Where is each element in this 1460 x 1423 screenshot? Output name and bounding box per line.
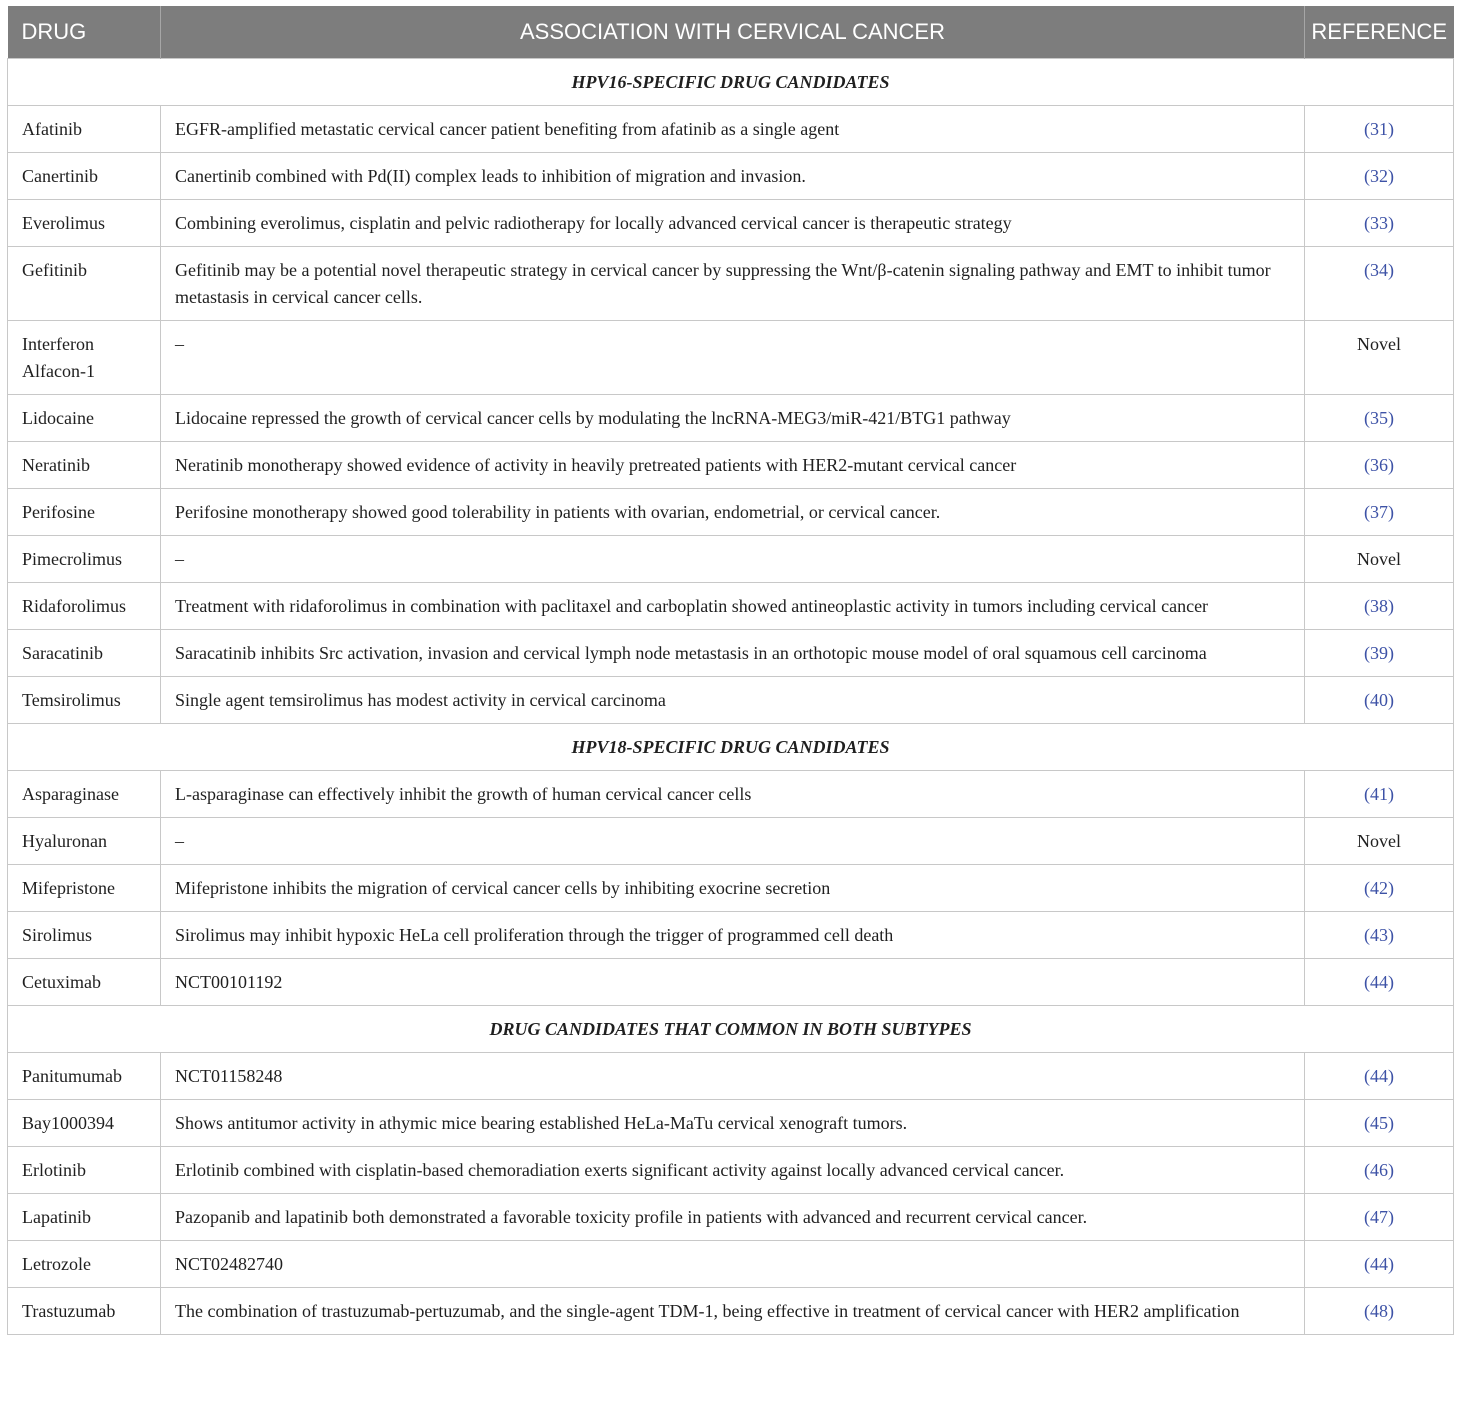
section-title: HPV18-SPECIFIC DRUG CANDIDATES [8, 724, 1454, 771]
table-row [8, 677, 1454, 724]
drug-name: Perifosine [8, 489, 161, 536]
association-text: Treatment with ridaforolimus in combination with paclitaxel and carboplatin showed antineoplastic activity in tumors including cervical cancer [161, 583, 1305, 630]
drug-name: Pimecrolimus [8, 536, 161, 583]
table-row [8, 395, 1454, 442]
reference-cell [1305, 395, 1454, 442]
association-text: NCT02482740 [161, 1241, 1305, 1288]
reference-link[interactable]: (37) [1364, 502, 1394, 522]
reference-novel: Novel [1357, 831, 1401, 851]
association-text: Perifosine monotherapy showed good tolerability in patients with ovarian, endometrial, or cervical cancer. [161, 489, 1305, 536]
reference-link[interactable]: (45) [1364, 1113, 1394, 1133]
reference-cell [1305, 200, 1454, 247]
association-text: EGFR-amplified metastatic cervical cancer patient benefiting from afatinib as a single agent [161, 106, 1305, 153]
reference-link[interactable]: (46) [1364, 1160, 1394, 1180]
association-text: Pazopanib and lapatinib both demonstrated a favorable toxicity profile in patients with advanced and recurrent cervical cancer. [161, 1194, 1305, 1241]
table-row [8, 153, 1454, 200]
association-text: Neratinib monotherapy showed evidence of activity in heavily pretreated patients with HER2-mutant cervical cancer [161, 442, 1305, 489]
table-row [8, 1194, 1454, 1241]
table-row [8, 630, 1454, 677]
section-title: DRUG CANDIDATES THAT COMMON IN BOTH SUBTYPES [8, 1006, 1454, 1053]
reference-link[interactable]: (44) [1364, 972, 1394, 992]
association-text: Gefitinib may be a potential novel therapeutic strategy in cervical cancer by suppressing the Wnt/β-catenin signaling pathway and EMT to inhibit tumor metastasis in cervical cancer cells. [161, 247, 1305, 321]
table-row [8, 912, 1454, 959]
drug-name: Panitumumab [8, 1053, 161, 1100]
association-text: Single agent temsirolimus has modest activity in cervical carcinoma [161, 677, 1305, 724]
association-text: Canertinib combined with Pd(II) complex leads to inhibition of migration and invasion. [161, 153, 1305, 200]
section-title: HPV16-SPECIFIC DRUG CANDIDATES [8, 59, 1454, 106]
reference-cell [1305, 321, 1454, 395]
drug-name: Lapatinib [8, 1194, 161, 1241]
association-text: Erlotinib combined with cisplatin-based chemoradiation exerts significant activity against locally advanced cervical cancer. [161, 1147, 1305, 1194]
reference-link[interactable]: (32) [1364, 166, 1394, 186]
reference-cell [1305, 959, 1454, 1006]
reference-link[interactable]: (43) [1364, 925, 1394, 945]
table-row [8, 583, 1454, 630]
reference-link[interactable]: (35) [1364, 408, 1394, 428]
association-text: Lidocaine repressed the growth of cervical cancer cells by modulating the lncRNA-MEG3/miR-421/BTG1 pathway [161, 395, 1305, 442]
table-header [8, 6, 1454, 59]
association-text: L-asparaginase can effectively inhibit the growth of human cervical cancer cells [161, 771, 1305, 818]
header-association: ASSOCIATION WITH CERVICAL CANCER [161, 6, 1305, 59]
reference-link[interactable]: (34) [1364, 260, 1394, 280]
reference-cell [1305, 1194, 1454, 1241]
reference-cell [1305, 1053, 1454, 1100]
drug-candidates-table [7, 6, 1454, 1335]
reference-cell [1305, 912, 1454, 959]
table-row [8, 771, 1454, 818]
drug-name: Lidocaine [8, 395, 161, 442]
reference-cell [1305, 1241, 1454, 1288]
section-row [8, 59, 1454, 106]
table-row [8, 1147, 1454, 1194]
drug-name: Afatinib [8, 106, 161, 153]
reference-cell [1305, 106, 1454, 153]
section-row [8, 1006, 1454, 1053]
association-text: – [161, 321, 1305, 395]
drug-name: Letrozole [8, 1241, 161, 1288]
reference-cell [1305, 247, 1454, 321]
reference-link[interactable]: (31) [1364, 119, 1394, 139]
reference-cell [1305, 818, 1454, 865]
table-row [8, 959, 1454, 1006]
drug-name: Trastuzumab [8, 1288, 161, 1335]
header-row [8, 6, 1454, 59]
association-text: Mifepristone inhibits the migration of cervical cancer cells by inhibiting exocrine secretion [161, 865, 1305, 912]
drug-name: Interferon Alfacon-1 [8, 321, 161, 395]
reference-link[interactable]: (47) [1364, 1207, 1394, 1227]
reference-cell [1305, 677, 1454, 724]
table-row [8, 247, 1454, 321]
table-row [8, 489, 1454, 536]
reference-link[interactable]: (36) [1364, 455, 1394, 475]
reference-link[interactable]: (44) [1364, 1254, 1394, 1274]
drug-name: Bay1000394 [8, 1100, 161, 1147]
table-row [8, 536, 1454, 583]
reference-link[interactable]: (40) [1364, 690, 1394, 710]
association-text: Saracatinib inhibits Src activation, invasion and cervical lymph node metastasis in an orthotopic mouse model of oral squamous cell carcinoma [161, 630, 1305, 677]
drug-name: Saracatinib [8, 630, 161, 677]
reference-link[interactable]: (38) [1364, 596, 1394, 616]
drug-name: Sirolimus [8, 912, 161, 959]
section-row [8, 724, 1454, 771]
association-text: The combination of trastuzumab-pertuzumab, and the single-agent TDM-1, being effective in treatment of cervical cancer with HER2 amplification [161, 1288, 1305, 1335]
association-text: Combining everolimus, cisplatin and pelvic radiotherapy for locally advanced cervical cancer is therapeutic strategy [161, 200, 1305, 247]
reference-link[interactable]: (39) [1364, 643, 1394, 663]
reference-link[interactable]: (41) [1364, 784, 1394, 804]
drug-name: Ridaforolimus [8, 583, 161, 630]
association-text: – [161, 536, 1305, 583]
reference-novel: Novel [1357, 549, 1401, 569]
reference-link[interactable]: (33) [1364, 213, 1394, 233]
reference-cell [1305, 1147, 1454, 1194]
reference-cell [1305, 771, 1454, 818]
table-row [8, 200, 1454, 247]
reference-cell [1305, 536, 1454, 583]
drug-name: Everolimus [8, 200, 161, 247]
drug-name: Cetuximab [8, 959, 161, 1006]
association-text: Shows antitumor activity in athymic mice bearing established HeLa-MaTu cervical xenograft tumors. [161, 1100, 1305, 1147]
table-row [8, 818, 1454, 865]
table-row [8, 106, 1454, 153]
reference-cell [1305, 630, 1454, 677]
reference-cell [1305, 1288, 1454, 1335]
reference-novel: Novel [1357, 334, 1401, 354]
header-drug: DRUG [8, 6, 161, 59]
drug-name: Gefitinib [8, 247, 161, 321]
association-text: Sirolimus may inhibit hypoxic HeLa cell proliferation through the trigger of programmed cell death [161, 912, 1305, 959]
drug-name: Mifepristone [8, 865, 161, 912]
reference-link[interactable]: (44) [1364, 1066, 1394, 1086]
drug-name: Asparaginase [8, 771, 161, 818]
table-row [8, 1100, 1454, 1147]
association-text: NCT00101192 [161, 959, 1305, 1006]
table-body [8, 59, 1454, 1335]
reference-cell [1305, 489, 1454, 536]
table-row [8, 442, 1454, 489]
reference-cell [1305, 153, 1454, 200]
drug-name: Erlotinib [8, 1147, 161, 1194]
table-row [8, 1053, 1454, 1100]
table-row [8, 1288, 1454, 1335]
reference-cell [1305, 1100, 1454, 1147]
drug-name: Hyaluronan [8, 818, 161, 865]
association-text: – [161, 818, 1305, 865]
table-row [8, 321, 1454, 395]
association-text: NCT01158248 [161, 1053, 1305, 1100]
drug-name: Neratinib [8, 442, 161, 489]
table-row [8, 1241, 1454, 1288]
reference-cell [1305, 865, 1454, 912]
reference-cell [1305, 442, 1454, 489]
drug-name: Canertinib [8, 153, 161, 200]
drug-name: Temsirolimus [8, 677, 161, 724]
reference-link[interactable]: (48) [1364, 1301, 1394, 1321]
table-row [8, 865, 1454, 912]
reference-cell [1305, 583, 1454, 630]
header-reference: REFERENCE [1305, 6, 1454, 59]
reference-link[interactable]: (42) [1364, 878, 1394, 898]
